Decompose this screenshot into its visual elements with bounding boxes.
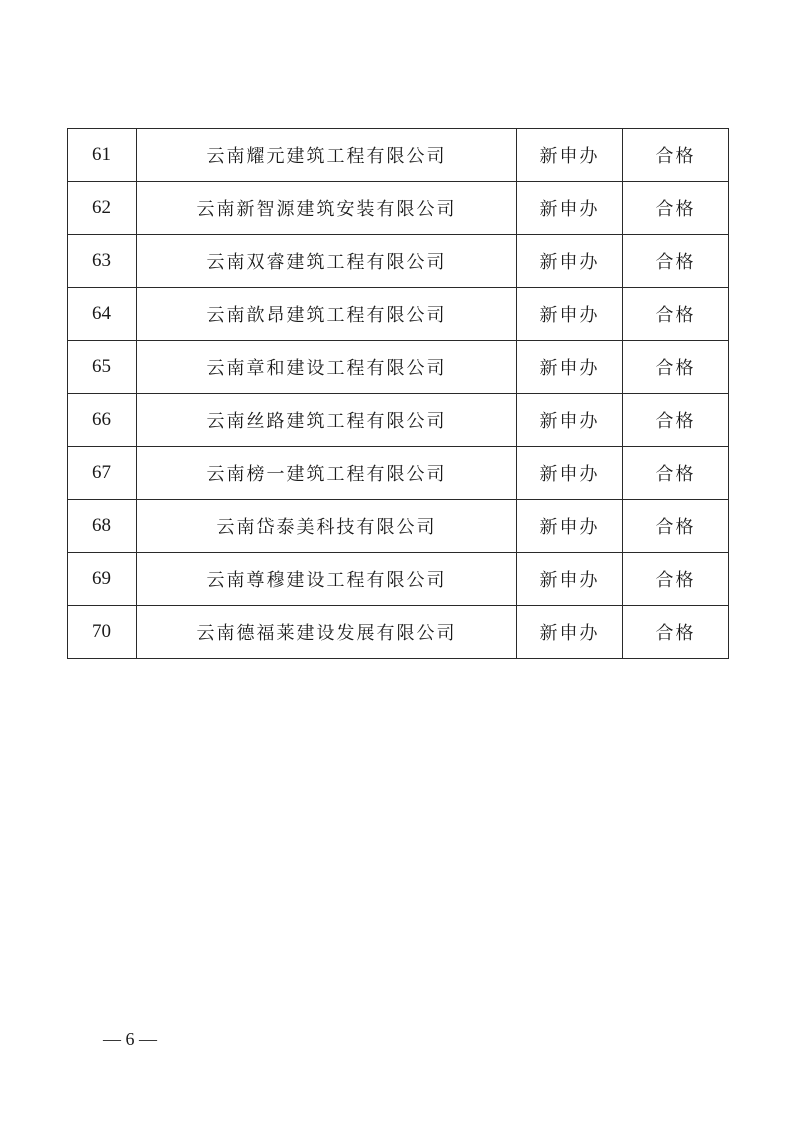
results-table-body [68, 129, 729, 659]
row-number-cell: 63 [68, 235, 137, 288]
application-type-cell: 新申办 [517, 500, 623, 553]
application-type-cell: 新申办 [517, 447, 623, 500]
result-cell: 合格 [623, 235, 729, 288]
row-number-cell: 70 [68, 606, 137, 659]
row-number-cell: 67 [68, 447, 137, 500]
row-number-cell: 62 [68, 182, 137, 235]
table-row [68, 341, 729, 394]
row-number-cell: 61 [68, 129, 137, 182]
application-type-cell: 新申办 [517, 235, 623, 288]
row-number-cell: 69 [68, 553, 137, 606]
result-cell: 合格 [623, 129, 729, 182]
result-cell: 合格 [623, 288, 729, 341]
company-name-cell: 云南耀元建筑工程有限公司 [137, 129, 517, 182]
company-name-cell: 云南新智源建筑安装有限公司 [137, 182, 517, 235]
result-cell: 合格 [623, 447, 729, 500]
application-type-cell: 新申办 [517, 129, 623, 182]
company-name-cell: 云南德福莱建设发展有限公司 [137, 606, 517, 659]
results-table [67, 128, 729, 659]
row-number-cell: 64 [68, 288, 137, 341]
result-cell: 合格 [623, 500, 729, 553]
page-number: — 6 — [103, 1029, 157, 1049]
result-cell: 合格 [623, 553, 729, 606]
table-row [68, 553, 729, 606]
company-name-cell: 云南榜一建筑工程有限公司 [137, 447, 517, 500]
table-row [68, 288, 729, 341]
company-name-cell: 云南岱泰美科技有限公司 [137, 500, 517, 553]
table-row [68, 235, 729, 288]
application-type-cell: 新申办 [517, 341, 623, 394]
row-number-cell: 68 [68, 500, 137, 553]
table-row [68, 447, 729, 500]
table-row [68, 394, 729, 447]
table-row [68, 182, 729, 235]
application-type-cell: 新申办 [517, 553, 623, 606]
company-name-cell: 云南双睿建筑工程有限公司 [137, 235, 517, 288]
row-number-cell: 65 [68, 341, 137, 394]
company-name-cell: 云南丝路建筑工程有限公司 [137, 394, 517, 447]
application-type-cell: 新申办 [517, 394, 623, 447]
application-type-cell: 新申办 [517, 288, 623, 341]
company-name-cell: 云南尊穆建设工程有限公司 [137, 553, 517, 606]
result-cell: 合格 [623, 394, 729, 447]
result-cell: 合格 [623, 182, 729, 235]
table-row [68, 606, 729, 659]
company-name-cell: 云南歆昂建筑工程有限公司 [137, 288, 517, 341]
application-type-cell: 新申办 [517, 606, 623, 659]
result-cell: 合格 [623, 606, 729, 659]
table-row [68, 500, 729, 553]
row-number-cell: 66 [68, 394, 137, 447]
table-row [68, 129, 729, 182]
company-name-cell: 云南章和建设工程有限公司 [137, 341, 517, 394]
result-cell: 合格 [623, 341, 729, 394]
application-type-cell: 新申办 [517, 182, 623, 235]
